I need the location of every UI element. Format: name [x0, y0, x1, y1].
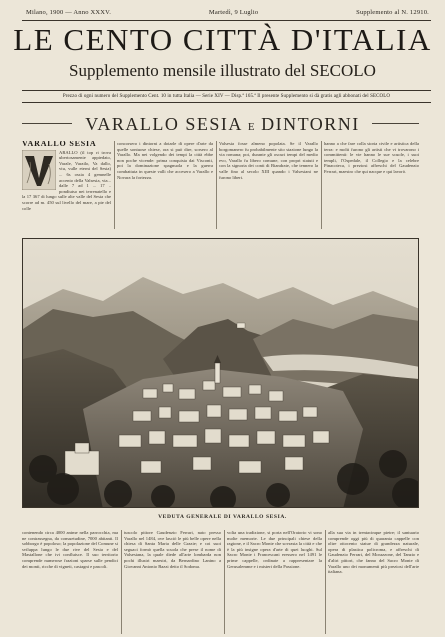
column-divider — [325, 530, 326, 634]
column-4-text: hanno a che fare colla storia civile e artistica della terra: e molti furono gli artisti che vi trovarono i committenti: le vie hanno le sue scuole, i suoi templi, l'Ospedale, il Collegio e la celebre Pinacoteca, i preziosi affreschi del Gaudenzio Ferrari, maestro che qui nacque e qui lavorò. — [324, 141, 419, 174]
article-title — [0, 114, 445, 135]
masthead-subtitle: Supplemento mensile illustrato del SECOLO — [69, 61, 376, 80]
column-heading: VARALLO SESIA — [22, 141, 97, 148]
masthead-title: LE CENTO CITTÀ D'ITALIA — [13, 22, 432, 57]
issue-header — [26, 9, 429, 19]
bottom-column-2 — [124, 530, 221, 634]
issue-weekday: Martedì, 9 Luglio — [208, 9, 259, 16]
column-divider — [224, 530, 225, 634]
column-divider — [216, 141, 217, 229]
article-column-1 — [22, 141, 111, 229]
article-column-2 — [117, 141, 213, 229]
title-rule-right — [372, 123, 419, 124]
column-3-text: Valsesia fosse almeno popolata. Se il Varallo borgomanero fu probabilmente sito stazione lungo la via romana; poi, durante gli oscuri tempi del medio evo, Varallo fu libero comune, con propri statuti e con la signoria dei conti di Biandrate, che tennero la valle fino al secolo XIII quando i Valsesiani ne furono liberi. — [219, 141, 318, 180]
notice-bottom-rule — [22, 102, 431, 103]
subscription-notice: Prezzo di ogni numero del Supplemento Cent. 10 in tutta Italia — Serie XIV — Disp.ª 165.ª Il presente Supplemento si dà gratis agli abbonati del SECOLO — [62, 94, 391, 99]
header-rule — [22, 20, 431, 21]
panorama-engraving — [23, 239, 419, 508]
column-2-text: concorsero i dintorni a dotarle di opere d'arte da quelle sontuose chiese, ora si può dire, sorsero al Varallo. Ma nei volgendo dei tempi la città ebbe non poche vicende: prima conquista dai Visconti, poi la dominazione spagnuola e la guerra combattuta in queste valli che accesero a Varallo e Novara la fortezza. — [117, 141, 213, 180]
photo-caption: VEDUTA GENERALE DI VARALLO SESIA. — [158, 514, 287, 520]
bottom-column-2-text: tuscolo pittore Gaudenzio Ferrari, nato presso Varallo nel 1484, ove lasciò le più belle opere nella chiesa di Santa Maria delle Grazie; e coi suoi seguaci formò quella scuola che prese il nome di Valsesiana, la quale diede all'arte lombarda non pochi illustri maestri, da Bernardino Lanino a Giovanni Antonio Bazzi detto il Sodoma. — [124, 530, 221, 569]
town-panorama-photo — [22, 238, 419, 508]
article-column-4 — [324, 141, 419, 229]
column-1-text: ARALLO (il top ri trova ubertosamente appiedato, Varale, Varailo, Va dallo, viu, vulle eterni del Sesia) ... 6s ossia 4 gemnelle accento della Valsesia, via... dalle 7 ad 1 ... 17 .. pondiutso nei terrenatello e la 17 367 di lungo sulle alte valle del Sesia che scorre ad m. 450 sul livello del mare, a pie del colle — [22, 149, 111, 211]
column-divider — [321, 141, 322, 229]
issue-place-date: Milano, 1900 — Anno XXXV. — [26, 9, 112, 16]
article-title-end: DINTORNI — [261, 114, 360, 134]
bottom-column-3 — [227, 530, 322, 634]
column-divider — [114, 141, 115, 229]
article-column-3 — [219, 141, 318, 229]
notice-top-rule — [22, 90, 431, 91]
article-title-conj: E — [247, 121, 256, 133]
bottom-column-1-text: contenendo circa 4000 anime nella parrocchia, ma ne contrassegna, da consuetudine, 7000 abitanti. Il sobborgo è popoloso; la popolazione del Comune si sviluppa lungo le due rive del Sesia e del Mastallone che ivi confluisce. Il suo territorio comprende numerose frazioni sparse sulle pendici dei monti, ricche di vigneti, castagni e pascoli. — [22, 530, 118, 569]
bottom-column-4 — [328, 530, 419, 634]
decorative-initial-v-icon — [22, 150, 56, 190]
bottom-column-4-text: alla sua via in trentacinque pietre; il santuario comprende oggi più di quaranta cappelle con oltre ottocento statue di grandezza naturale, opera di plastica policroma, e affreschi di Gaudenzio Ferrari, del Morazzone, del Tanzio e d'altri pittori, che fanno del Sacro Monte di Varallo uno dei monumenti più preziosi dell'arte italiana. — [328, 530, 419, 575]
bottom-column-3-text: volta una tradizione, si porta nell'Oratorio vi sono molte memorie. Le due principali chiese della ragione, e il Sacro Monte che sovrasta la città e che è la più insigne opera d'arte di quei luoghi. Sul Sacro Monte i Francescani eressero nel 1491 le prime cappelle, ordinate a rappresentare la Gerusalemme e i misteri della Passione. — [227, 530, 322, 569]
issue-supplement: Supplemento al N. 12910. — [356, 9, 429, 16]
article-title-main: VARALLO SESIA — [85, 114, 242, 134]
column-divider — [121, 530, 122, 634]
bottom-column-1 — [22, 530, 118, 634]
